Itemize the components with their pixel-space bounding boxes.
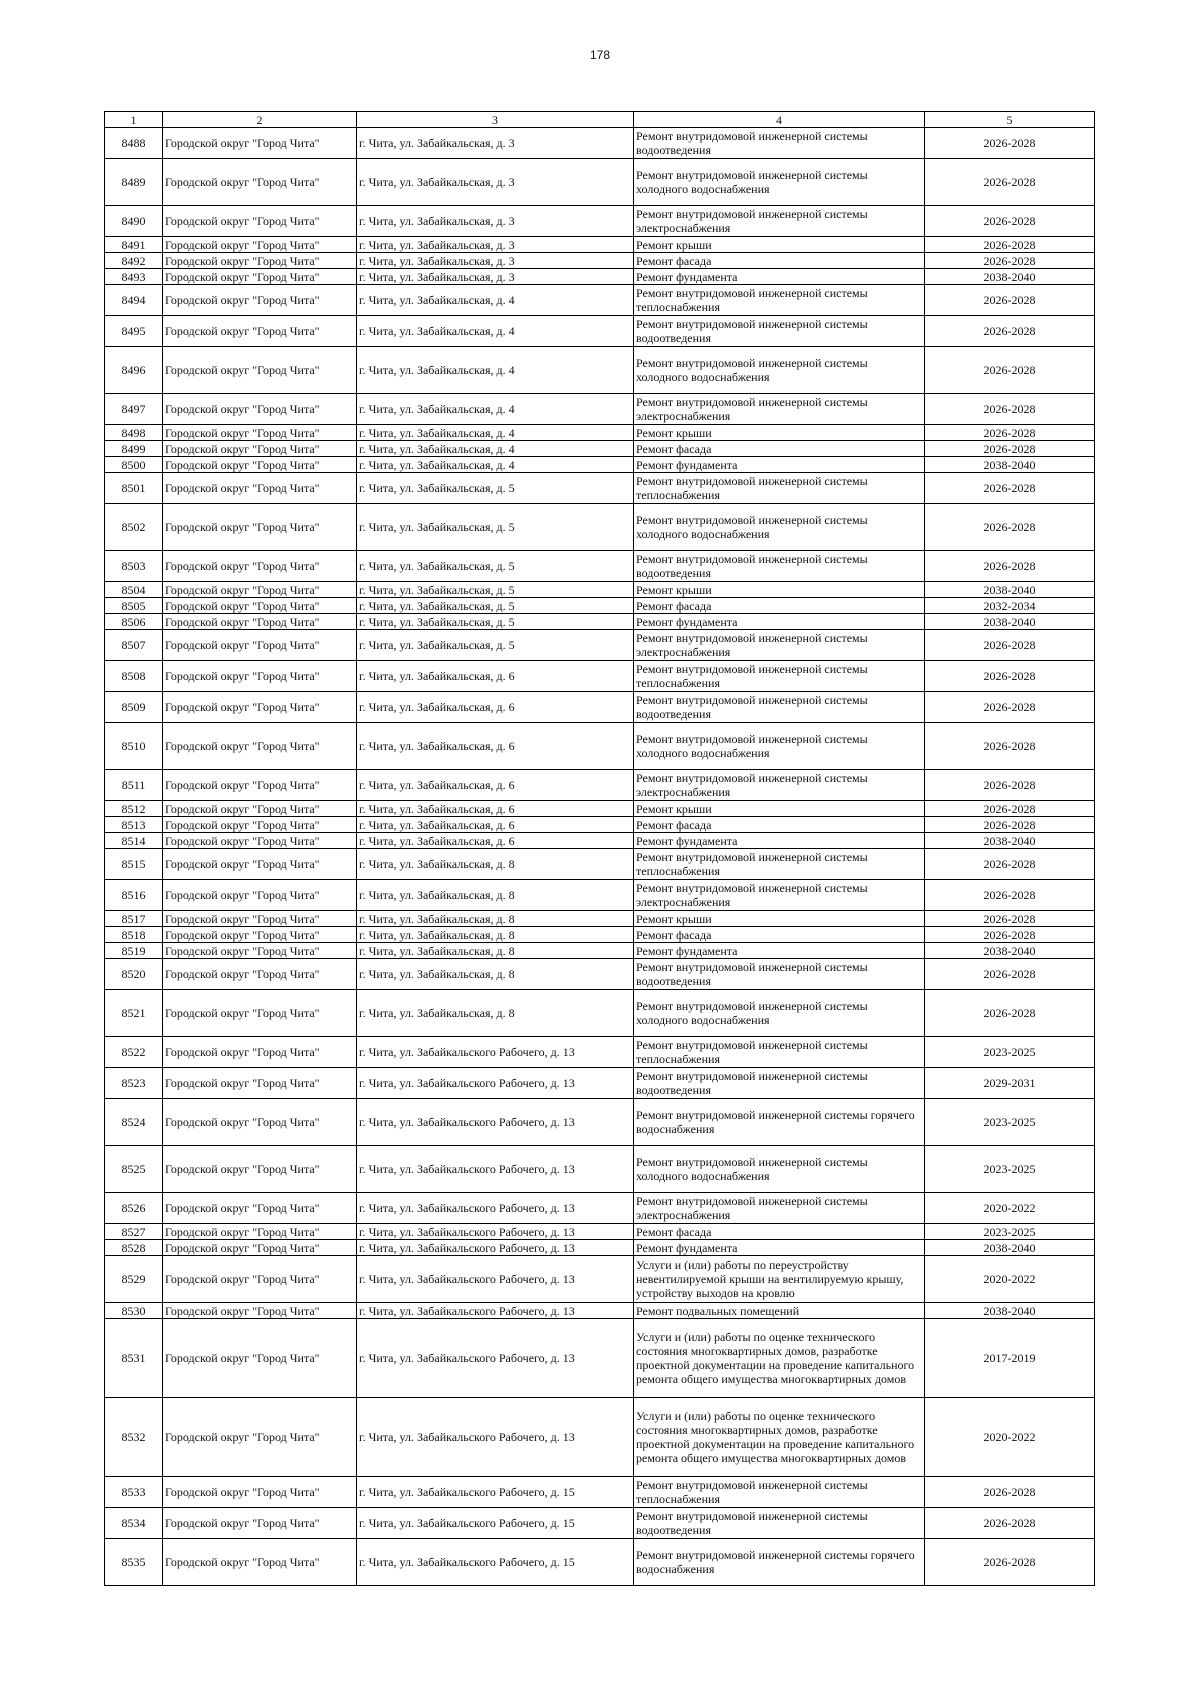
- municipality-cell: Городской округ "Город Чита": [163, 911, 357, 927]
- work-type-cell: Ремонт внутридомовой инженерной системы водоотведения: [634, 1508, 925, 1539]
- address-cell: г. Чита, ул. Забайкальского Рабочего, д. 13: [357, 1068, 634, 1099]
- address-cell: г. Чита, ул. Забайкальская, д. 8: [357, 849, 634, 880]
- work-type-cell: Услуги и (или) работы по оценке технического состояния многоквартирных домов, разработке проектной документации на проведение капитального ремонта общего имущества многоквартирных домов: [634, 1398, 925, 1477]
- municipality-cell: Городской округ "Город Чита": [163, 833, 357, 849]
- address-cell: г. Чита, ул. Забайкальского Рабочего, д. 15: [357, 1539, 634, 1586]
- municipality-cell: Городской округ "Город Чита": [163, 849, 357, 880]
- period-cell: 2026-2028: [925, 880, 1095, 911]
- table-row: [105, 598, 1095, 614]
- row-number-cell: 8518: [105, 927, 163, 943]
- address-cell: г. Чита, ул. Забайкальская, д. 5: [357, 473, 634, 504]
- municipality-cell: Городской округ "Город Чита": [163, 1477, 357, 1508]
- period-cell: 2038-2040: [925, 943, 1095, 959]
- municipality-cell: Городской округ "Город Чита": [163, 582, 357, 598]
- municipality-cell: Городской округ "Город Чита": [163, 1256, 357, 1303]
- table-row: [105, 943, 1095, 959]
- row-number-cell: 8503: [105, 551, 163, 582]
- address-cell: г. Чита, ул. Забайкальского Рабочего, д. 13: [357, 1037, 634, 1068]
- municipality-cell: Городской округ "Город Чита": [163, 990, 357, 1037]
- address-cell: г. Чита, ул. Забайкальская, д. 8: [357, 943, 634, 959]
- period-cell: 2026-2028: [925, 801, 1095, 817]
- municipality-cell: Городской округ "Город Чита": [163, 128, 357, 159]
- municipality-cell: Городской округ "Город Чита": [163, 880, 357, 911]
- address-cell: г. Чита, ул. Забайкальская, д. 8: [357, 911, 634, 927]
- table-row: [105, 206, 1095, 237]
- period-cell: 2026-2028: [925, 1477, 1095, 1508]
- repair-schedule-table: [104, 111, 1095, 1586]
- address-cell: г. Чита, ул. Забайкальская, д. 5: [357, 630, 634, 661]
- period-cell: 2029-2031: [925, 1068, 1095, 1099]
- period-cell: 2026-2028: [925, 237, 1095, 253]
- row-number-cell: 8504: [105, 582, 163, 598]
- address-cell: г. Чита, ул. Забайкальская, д. 4: [357, 425, 634, 441]
- table-row: [105, 269, 1095, 285]
- period-cell: 2038-2040: [925, 269, 1095, 285]
- column-header: 4: [634, 112, 925, 128]
- work-type-cell: Ремонт внутридомовой инженерной системы теплоснабжения: [634, 661, 925, 692]
- work-type-cell: Ремонт внутридомовой инженерной системы холодного водоснабжения: [634, 159, 925, 206]
- row-number-cell: 8515: [105, 849, 163, 880]
- municipality-cell: Городской округ "Город Чита": [163, 394, 357, 425]
- row-number-cell: 8521: [105, 990, 163, 1037]
- row-number-cell: 8488: [105, 128, 163, 159]
- period-cell: 2023-2025: [925, 1099, 1095, 1146]
- period-cell: 2026-2028: [925, 316, 1095, 347]
- table-row: [105, 630, 1095, 661]
- municipality-cell: Городской округ "Город Чита": [163, 237, 357, 253]
- row-number-cell: 8501: [105, 473, 163, 504]
- column-header: 5: [925, 112, 1095, 128]
- table-row: [105, 253, 1095, 269]
- table-row: [105, 692, 1095, 723]
- address-cell: г. Чита, ул. Забайкальского Рабочего, д. 13: [357, 1240, 634, 1256]
- row-number-cell: 8498: [105, 425, 163, 441]
- municipality-cell: Городской округ "Город Чита": [163, 441, 357, 457]
- row-number-cell: 8517: [105, 911, 163, 927]
- work-type-cell: Ремонт крыши: [634, 911, 925, 927]
- row-number-cell: 8524: [105, 1099, 163, 1146]
- municipality-cell: Городской округ "Город Чита": [163, 457, 357, 473]
- work-type-cell: Ремонт фасада: [634, 1224, 925, 1240]
- row-number-cell: 8522: [105, 1037, 163, 1068]
- row-number-cell: 8528: [105, 1240, 163, 1256]
- address-cell: г. Чита, ул. Забайкальского Рабочего, д. 13: [357, 1224, 634, 1240]
- table-row: [105, 551, 1095, 582]
- municipality-cell: Городской округ "Город Чита": [163, 159, 357, 206]
- work-type-cell: Ремонт внутридомовой инженерной системы холодного водоснабжения: [634, 347, 925, 394]
- work-type-cell: Ремонт фасада: [634, 441, 925, 457]
- municipality-cell: Городской округ "Город Чита": [163, 614, 357, 630]
- address-cell: г. Чита, ул. Забайкальская, д. 6: [357, 817, 634, 833]
- row-number-cell: 8523: [105, 1068, 163, 1099]
- table-row: [105, 911, 1095, 927]
- work-type-cell: Ремонт внутридомовой инженерной системы водоотведения: [634, 959, 925, 990]
- address-cell: г. Чита, ул. Забайкальская, д. 3: [357, 159, 634, 206]
- table-row: [105, 394, 1095, 425]
- address-cell: г. Чита, ул. Забайкальского Рабочего, д. 13: [357, 1256, 634, 1303]
- address-cell: г. Чита, ул. Забайкальская, д. 4: [357, 394, 634, 425]
- period-cell: 2038-2040: [925, 833, 1095, 849]
- table-row: [105, 473, 1095, 504]
- municipality-cell: Городской округ "Город Чита": [163, 770, 357, 801]
- row-number-cell: 8489: [105, 159, 163, 206]
- row-number-cell: 8494: [105, 285, 163, 316]
- period-cell: 2038-2040: [925, 1303, 1095, 1319]
- row-number-cell: 8496: [105, 347, 163, 394]
- table-row: [105, 582, 1095, 598]
- period-cell: 2026-2028: [925, 1508, 1095, 1539]
- address-cell: г. Чита, ул. Забайкальская, д. 3: [357, 206, 634, 237]
- work-type-cell: Ремонт внутридомовой инженерной системы водоотведения: [634, 692, 925, 723]
- row-number-cell: 8509: [105, 692, 163, 723]
- municipality-cell: Городской округ "Город Чита": [163, 630, 357, 661]
- period-cell: 2026-2028: [925, 128, 1095, 159]
- municipality-cell: Городской округ "Город Чита": [163, 1240, 357, 1256]
- period-cell: 2023-2025: [925, 1146, 1095, 1193]
- table-row: [105, 801, 1095, 817]
- table-row: [105, 959, 1095, 990]
- row-number-cell: 8525: [105, 1146, 163, 1193]
- address-cell: г. Чита, ул. Забайкальская, д. 8: [357, 959, 634, 990]
- table-row: [105, 316, 1095, 347]
- municipality-cell: Городской округ "Город Чита": [163, 1303, 357, 1319]
- table-row: [105, 441, 1095, 457]
- address-cell: г. Чита, ул. Забайкальская, д. 3: [357, 128, 634, 159]
- row-number-cell: 8492: [105, 253, 163, 269]
- row-number-cell: 8502: [105, 504, 163, 551]
- table-row: [105, 1477, 1095, 1508]
- page-number: 178: [589, 48, 611, 62]
- row-number-cell: 8511: [105, 770, 163, 801]
- row-number-cell: 8495: [105, 316, 163, 347]
- address-cell: г. Чита, ул. Забайкальская, д. 4: [357, 316, 634, 347]
- period-cell: 2026-2028: [925, 285, 1095, 316]
- period-cell: 2026-2028: [925, 630, 1095, 661]
- row-number-cell: 8500: [105, 457, 163, 473]
- period-cell: 2026-2028: [925, 911, 1095, 927]
- work-type-cell: Ремонт фундамента: [634, 1240, 925, 1256]
- table-row: [105, 1068, 1095, 1099]
- address-cell: г. Чита, ул. Забайкальского Рабочего, д. 13: [357, 1319, 634, 1398]
- row-number-cell: 8535: [105, 1539, 163, 1586]
- table-row: [105, 1099, 1095, 1146]
- work-type-cell: Ремонт фундамента: [634, 614, 925, 630]
- work-type-cell: Ремонт подвальных помещений: [634, 1303, 925, 1319]
- address-cell: г. Чита, ул. Забайкальская, д. 8: [357, 990, 634, 1037]
- row-number-cell: 8527: [105, 1224, 163, 1240]
- row-number-cell: 8497: [105, 394, 163, 425]
- table-row: [105, 1508, 1095, 1539]
- municipality-cell: Городской округ "Город Чита": [163, 1099, 357, 1146]
- period-cell: 2026-2028: [925, 927, 1095, 943]
- municipality-cell: Городской округ "Город Чита": [163, 206, 357, 237]
- municipality-cell: Городской округ "Город Чита": [163, 1319, 357, 1398]
- column-header: 3: [357, 112, 634, 128]
- address-cell: г. Чита, ул. Забайкальская, д. 6: [357, 661, 634, 692]
- address-cell: г. Чита, ул. Забайкальского Рабочего, д. 13: [357, 1303, 634, 1319]
- work-type-cell: Ремонт внутридомовой инженерной системы водоотведения: [634, 551, 925, 582]
- row-number-cell: 8512: [105, 801, 163, 817]
- period-cell: 2026-2028: [925, 394, 1095, 425]
- period-cell: 2038-2040: [925, 1240, 1095, 1256]
- row-number-cell: 8532: [105, 1398, 163, 1477]
- work-type-cell: Ремонт внутридомовой инженерной системы электроснабжения: [634, 394, 925, 425]
- municipality-cell: Городской округ "Город Чита": [163, 1146, 357, 1193]
- work-type-cell: Ремонт внутридомовой инженерной системы холодного водоснабжения: [634, 990, 925, 1037]
- work-type-cell: Услуги и (или) работы по оценке технического состояния многоквартирных домов, разработке проектной документации на проведение капитального ремонта общего имущества многоквартирных домов: [634, 1319, 925, 1398]
- municipality-cell: Городской округ "Город Чита": [163, 504, 357, 551]
- work-type-cell: Ремонт фасада: [634, 817, 925, 833]
- address-cell: г. Чита, ул. Забайкальская, д. 5: [357, 504, 634, 551]
- row-number-cell: 8507: [105, 630, 163, 661]
- table-row: [105, 1398, 1095, 1477]
- period-cell: 2026-2028: [925, 425, 1095, 441]
- table-row: [105, 770, 1095, 801]
- address-cell: г. Чита, ул. Забайкальская, д. 3: [357, 269, 634, 285]
- row-number-cell: 8508: [105, 661, 163, 692]
- table-row: [105, 1539, 1095, 1586]
- work-type-cell: Ремонт внутридомовой инженерной системы водоотведения: [634, 316, 925, 347]
- address-cell: г. Чита, ул. Забайкальская, д. 4: [357, 347, 634, 394]
- row-number-cell: 8529: [105, 1256, 163, 1303]
- period-cell: 2026-2028: [925, 159, 1095, 206]
- row-number-cell: 8499: [105, 441, 163, 457]
- work-type-cell: Ремонт внутридомовой инженерной системы теплоснабжения: [634, 1477, 925, 1508]
- work-type-cell: Ремонт фасада: [634, 253, 925, 269]
- work-type-cell: Ремонт внутридомовой инженерной системы холодного водоснабжения: [634, 1146, 925, 1193]
- table-row: [105, 1193, 1095, 1224]
- period-cell: 2026-2028: [925, 692, 1095, 723]
- period-cell: 2026-2028: [925, 473, 1095, 504]
- address-cell: г. Чита, ул. Забайкальская, д. 4: [357, 441, 634, 457]
- address-cell: г. Чита, ул. Забайкальская, д. 5: [357, 582, 634, 598]
- row-number-cell: 8520: [105, 959, 163, 990]
- work-type-cell: Ремонт крыши: [634, 582, 925, 598]
- table-row: [105, 1224, 1095, 1240]
- municipality-cell: Городской округ "Город Чита": [163, 943, 357, 959]
- row-number-cell: 8530: [105, 1303, 163, 1319]
- row-number-cell: 8516: [105, 880, 163, 911]
- table-row: [105, 425, 1095, 441]
- work-type-cell: Ремонт фундамента: [634, 943, 925, 959]
- period-cell: 2020-2022: [925, 1256, 1095, 1303]
- row-number-cell: 8510: [105, 723, 163, 770]
- table-row: [105, 614, 1095, 630]
- table-row: [105, 504, 1095, 551]
- municipality-cell: Городской округ "Город Чита": [163, 253, 357, 269]
- municipality-cell: Городской округ "Город Чита": [163, 723, 357, 770]
- municipality-cell: Городской округ "Город Чита": [163, 551, 357, 582]
- row-number-cell: 8490: [105, 206, 163, 237]
- period-cell: 2026-2028: [925, 206, 1095, 237]
- municipality-cell: Городской округ "Город Чита": [163, 1193, 357, 1224]
- column-header: 1: [105, 112, 163, 128]
- period-cell: 2020-2022: [925, 1398, 1095, 1477]
- period-cell: 2038-2040: [925, 582, 1095, 598]
- address-cell: г. Чита, ул. Забайкальская, д. 3: [357, 237, 634, 253]
- work-type-cell: Ремонт внутридомовой инженерной системы электроснабжения: [634, 630, 925, 661]
- period-cell: 2020-2022: [925, 1193, 1095, 1224]
- work-type-cell: Ремонт фундамента: [634, 457, 925, 473]
- address-cell: г. Чита, ул. Забайкальская, д. 5: [357, 551, 634, 582]
- municipality-cell: Городской округ "Город Чита": [163, 1398, 357, 1477]
- row-number-cell: 8514: [105, 833, 163, 849]
- address-cell: г. Чита, ул. Забайкальская, д. 6: [357, 723, 634, 770]
- municipality-cell: Городской округ "Город Чита": [163, 1508, 357, 1539]
- work-type-cell: Ремонт фасада: [634, 927, 925, 943]
- table-row: [105, 347, 1095, 394]
- municipality-cell: Городской округ "Город Чита": [163, 425, 357, 441]
- period-cell: 2026-2028: [925, 723, 1095, 770]
- row-number-cell: 8505: [105, 598, 163, 614]
- municipality-cell: Городской округ "Город Чита": [163, 817, 357, 833]
- period-cell: 2026-2028: [925, 551, 1095, 582]
- table-row: [105, 990, 1095, 1037]
- period-cell: 2026-2028: [925, 253, 1095, 269]
- address-cell: г. Чита, ул. Забайкальская, д. 8: [357, 927, 634, 943]
- row-number-cell: 8513: [105, 817, 163, 833]
- table-row: [105, 1146, 1095, 1193]
- table-row: [105, 1303, 1095, 1319]
- period-cell: 2026-2028: [925, 1539, 1095, 1586]
- municipality-cell: Городской округ "Город Чита": [163, 598, 357, 614]
- municipality-cell: Городской округ "Город Чита": [163, 692, 357, 723]
- address-cell: г. Чита, ул. Забайкальская, д. 6: [357, 692, 634, 723]
- work-type-cell: Ремонт внутридомовой инженерной системы водоотведения: [634, 1068, 925, 1099]
- municipality-cell: Городской округ "Город Чита": [163, 1068, 357, 1099]
- period-cell: 2026-2028: [925, 959, 1095, 990]
- address-cell: г. Чита, ул. Забайкальская, д. 5: [357, 598, 634, 614]
- row-number-cell: 8519: [105, 943, 163, 959]
- work-type-cell: Ремонт внутридомовой инженерной системы электроснабжения: [634, 770, 925, 801]
- row-number-cell: 8533: [105, 1477, 163, 1508]
- period-cell: 2026-2028: [925, 347, 1095, 394]
- municipality-cell: Городской округ "Город Чита": [163, 801, 357, 817]
- table-row: [105, 128, 1095, 159]
- period-cell: 2023-2025: [925, 1037, 1095, 1068]
- table-body: [105, 112, 1095, 1586]
- table-row: [105, 1319, 1095, 1398]
- address-cell: г. Чита, ул. Забайкальская, д. 6: [357, 801, 634, 817]
- row-number-cell: 8534: [105, 1508, 163, 1539]
- work-type-cell: Ремонт внутридомовой инженерной системы теплоснабжения: [634, 285, 925, 316]
- municipality-cell: Городской округ "Город Чита": [163, 927, 357, 943]
- row-number-cell: 8506: [105, 614, 163, 630]
- period-cell: 2026-2028: [925, 504, 1095, 551]
- work-type-cell: Ремонт внутридомовой инженерной системы электроснабжения: [634, 206, 925, 237]
- row-number-cell: 8493: [105, 269, 163, 285]
- table-row: [105, 285, 1095, 316]
- work-type-cell: Ремонт внутридомовой инженерной системы электроснабжения: [634, 880, 925, 911]
- work-type-cell: Ремонт внутридомовой инженерной системы электроснабжения: [634, 1193, 925, 1224]
- work-type-cell: Ремонт внутридомовой инженерной системы холодного водоснабжения: [634, 723, 925, 770]
- address-cell: г. Чита, ул. Забайкальского Рабочего, д. 13: [357, 1398, 634, 1477]
- address-cell: г. Чита, ул. Забайкальская, д. 3: [357, 253, 634, 269]
- municipality-cell: Городской округ "Город Чита": [163, 1539, 357, 1586]
- work-type-cell: Ремонт внутридомовой инженерной системы горячего водоснабжения: [634, 1099, 925, 1146]
- row-number-cell: 8491: [105, 237, 163, 253]
- period-cell: 2026-2028: [925, 441, 1095, 457]
- period-cell: 2023-2025: [925, 1224, 1095, 1240]
- work-type-cell: Ремонт внутридомовой инженерной системы холодного водоснабжения: [634, 504, 925, 551]
- work-type-cell: Ремонт фасада: [634, 598, 925, 614]
- address-cell: г. Чита, ул. Забайкальская, д. 4: [357, 285, 634, 316]
- table-row: [105, 723, 1095, 770]
- table-row: [105, 880, 1095, 911]
- period-cell: 2026-2028: [925, 817, 1095, 833]
- address-cell: г. Чита, ул. Забайкальская, д. 6: [357, 833, 634, 849]
- work-type-cell: Ремонт крыши: [634, 425, 925, 441]
- table-row: [105, 457, 1095, 473]
- address-cell: г. Чита, ул. Забайкальского Рабочего, д. 13: [357, 1146, 634, 1193]
- work-type-cell: Ремонт внутридомовой инженерной системы теплоснабжения: [634, 473, 925, 504]
- period-cell: 2017-2019: [925, 1319, 1095, 1398]
- work-type-cell: Ремонт фундамента: [634, 269, 925, 285]
- work-type-cell: Ремонт внутридомовой инженерной системы горячего водоснабжения: [634, 1539, 925, 1586]
- table-row: [105, 1256, 1095, 1303]
- work-type-cell: Ремонт внутридомовой инженерной системы теплоснабжения: [634, 1037, 925, 1068]
- work-type-cell: Ремонт внутридомовой инженерной системы водоотведения: [634, 128, 925, 159]
- table-row: [105, 817, 1095, 833]
- table-row: [105, 159, 1095, 206]
- period-cell: 2026-2028: [925, 990, 1095, 1037]
- address-cell: г. Чита, ул. Забайкальская, д. 4: [357, 457, 634, 473]
- table-row: [105, 237, 1095, 253]
- table-row: [105, 1240, 1095, 1256]
- table-row: [105, 927, 1095, 943]
- table-header-row: [105, 112, 1095, 128]
- municipality-cell: Городской округ "Город Чита": [163, 316, 357, 347]
- row-number-cell: 8526: [105, 1193, 163, 1224]
- municipality-cell: Городской округ "Город Чита": [163, 347, 357, 394]
- municipality-cell: Городской округ "Город Чита": [163, 1037, 357, 1068]
- address-cell: г. Чита, ул. Забайкальская, д. 6: [357, 770, 634, 801]
- municipality-cell: Городской округ "Город Чита": [163, 285, 357, 316]
- period-cell: 2026-2028: [925, 849, 1095, 880]
- period-cell: 2038-2040: [925, 614, 1095, 630]
- work-type-cell: Услуги и (или) работы по переустройству невентилируемой крыши на вентилируемую крышу, устройству выходов на кровлю: [634, 1256, 925, 1303]
- municipality-cell: Городской округ "Город Чита": [163, 1224, 357, 1240]
- period-cell: 2026-2028: [925, 770, 1095, 801]
- address-cell: г. Чита, ул. Забайкальского Рабочего, д. 15: [357, 1477, 634, 1508]
- work-type-cell: Ремонт крыши: [634, 801, 925, 817]
- address-cell: г. Чита, ул. Забайкальского Рабочего, д. 15: [357, 1508, 634, 1539]
- table-row: [105, 833, 1095, 849]
- period-cell: 2038-2040: [925, 457, 1095, 473]
- municipality-cell: Городской округ "Город Чита": [163, 959, 357, 990]
- work-type-cell: Ремонт внутридомовой инженерной системы теплоснабжения: [634, 849, 925, 880]
- table-row: [105, 849, 1095, 880]
- period-cell: 2032-2034: [925, 598, 1095, 614]
- period-cell: 2026-2028: [925, 661, 1095, 692]
- column-header: 2: [163, 112, 357, 128]
- municipality-cell: Городской округ "Город Чита": [163, 661, 357, 692]
- address-cell: г. Чита, ул. Забайкальская, д. 8: [357, 880, 634, 911]
- address-cell: г. Чита, ул. Забайкальского Рабочего, д. 13: [357, 1193, 634, 1224]
- table-row: [105, 661, 1095, 692]
- address-cell: г. Чита, ул. Забайкальского Рабочего, д. 13: [357, 1099, 634, 1146]
- work-type-cell: Ремонт фундамента: [634, 833, 925, 849]
- table-row: [105, 1037, 1095, 1068]
- address-cell: г. Чита, ул. Забайкальская, д. 5: [357, 614, 634, 630]
- work-type-cell: Ремонт крыши: [634, 237, 925, 253]
- municipality-cell: Городской округ "Город Чита": [163, 473, 357, 504]
- row-number-cell: 8531: [105, 1319, 163, 1398]
- municipality-cell: Городской округ "Город Чита": [163, 269, 357, 285]
